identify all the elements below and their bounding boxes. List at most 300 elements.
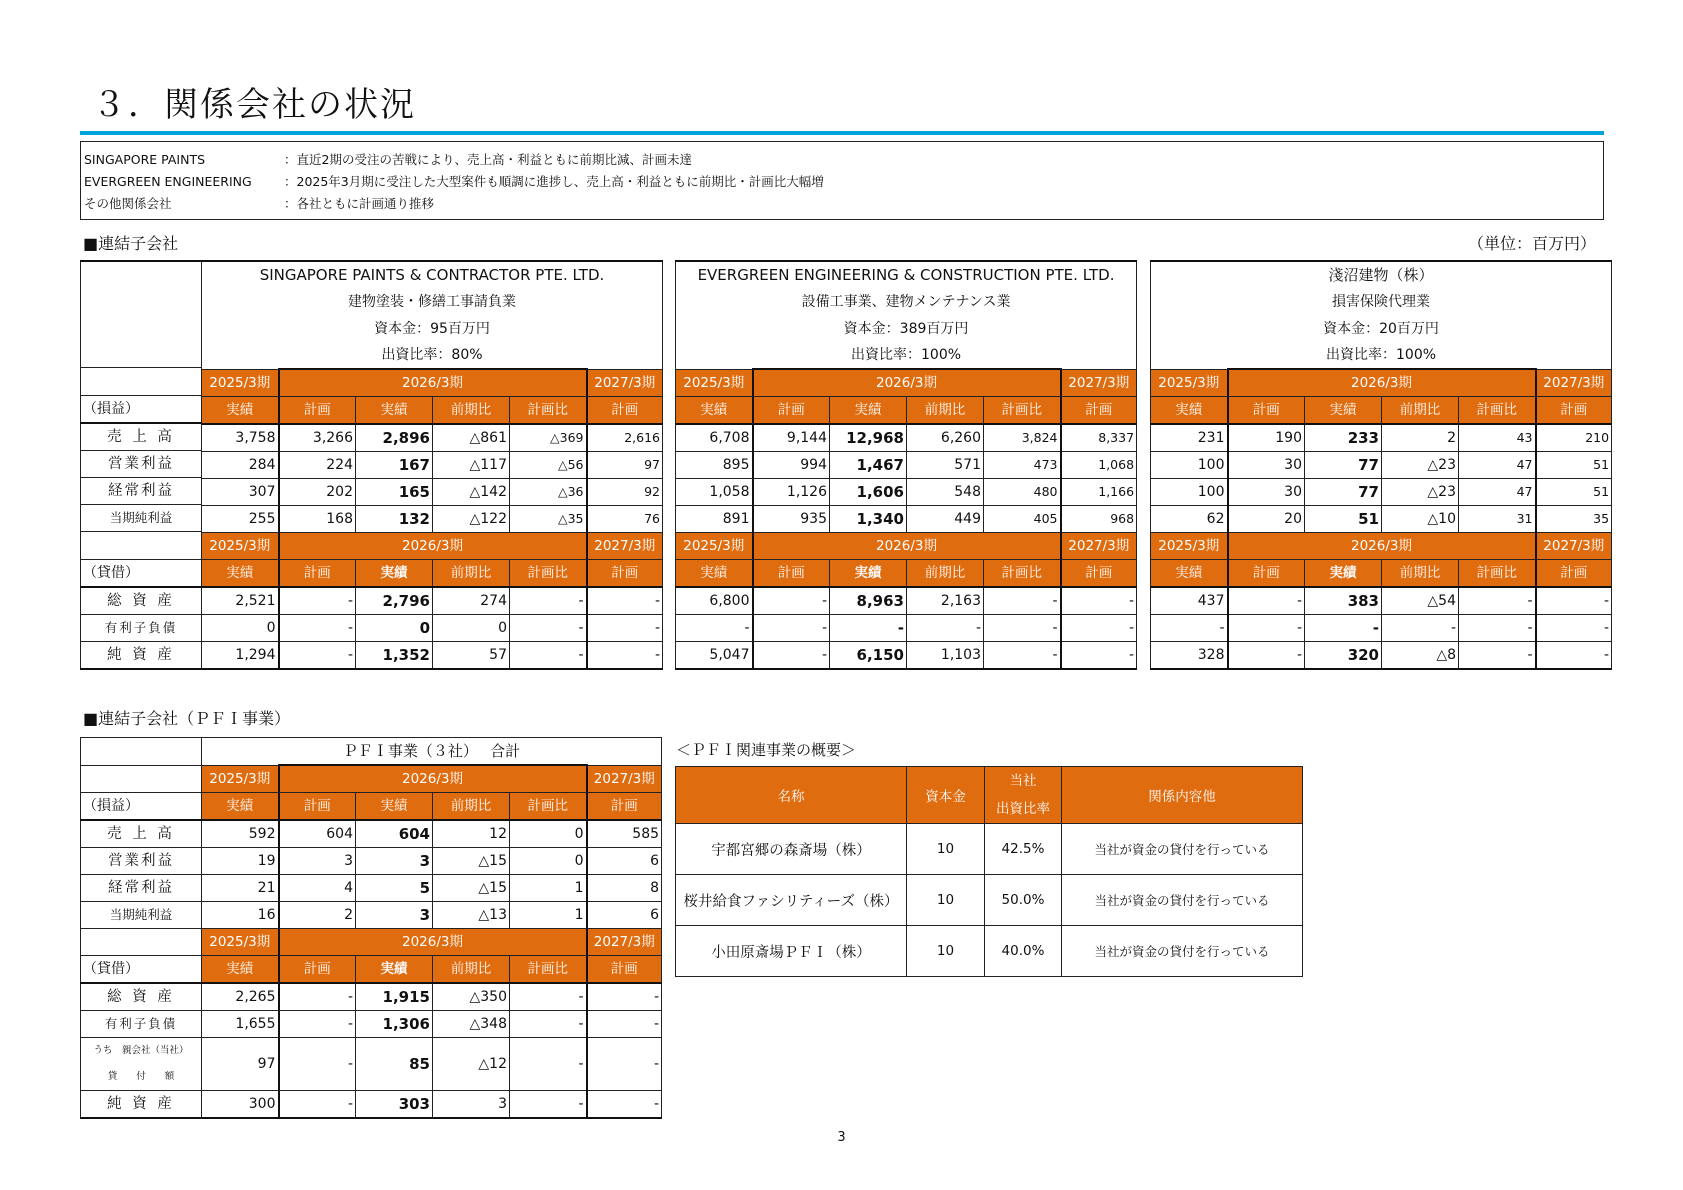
col-header: 前期比 — [1382, 560, 1459, 588]
row-label-net-income: 当期純利益 — [81, 902, 202, 929]
cell-actual-2026: 3 — [356, 848, 433, 875]
col-header: 実績 — [202, 560, 279, 588]
col-header: 実績 — [1151, 397, 1228, 425]
cell-actual-2025: - — [676, 615, 753, 642]
col-header: 前期比 — [433, 956, 510, 984]
cell-actual-2025: 3,758 — [202, 424, 279, 452]
table-row — [1151, 642, 1612, 670]
table-row — [676, 452, 1137, 479]
row-label-total-assets: 総 資 産 — [81, 983, 202, 1011]
period-header: 2027/3期 — [587, 533, 663, 560]
cell-yoy-2026: 57 — [433, 642, 510, 670]
table-row — [81, 875, 662, 902]
cell-plan-2027: - — [1061, 587, 1137, 615]
cell-yoy-2026: △142 — [433, 479, 510, 506]
cell-vs-plan-2026: △369 — [510, 424, 587, 452]
table-row — [202, 479, 663, 506]
cell-yoy-2026: 6,260 — [907, 424, 984, 452]
row-label-total-assets: 総 資 産 — [81, 587, 202, 615]
cell-actual-2025: 2,265 — [202, 983, 279, 1011]
cell-vs-plan-2026: - — [510, 1038, 587, 1091]
col-header: 計画比 — [510, 560, 587, 588]
col-header: 計画 — [1061, 397, 1137, 425]
cell-actual-2025: 97 — [202, 1038, 279, 1091]
overview-name: 小田原斎場ＰＦＩ（株） — [676, 926, 907, 977]
cell-actual-2025: 255 — [202, 506, 279, 533]
col-header: 前期比 — [433, 560, 510, 588]
cell-plan-2026: 1,126 — [753, 479, 830, 506]
overview-name: 桜井給食ファシリティーズ（株） — [676, 875, 907, 926]
col-header: 計画比 — [510, 397, 587, 425]
period-header: 2027/3期 — [587, 765, 662, 793]
cell-actual-2026: 2,796 — [356, 587, 433, 615]
table-row — [1151, 506, 1612, 533]
overview-relation: 当社が資金の貸付を行っている — [1062, 875, 1303, 926]
period-header: 2025/3期 — [1151, 369, 1228, 397]
cell-actual-2026: 8,963 — [830, 587, 907, 615]
cell-plan-2026: 20 — [1228, 506, 1305, 533]
table-row — [81, 848, 662, 875]
unit-label: （単位：百万円） — [1468, 234, 1597, 253]
overview-header-ratio — [985, 767, 1062, 824]
overview-header-relation: 関係内容他 — [1062, 767, 1303, 824]
cell-yoy-2026: △8 — [1382, 642, 1459, 670]
cell-yoy-2026: △15 — [433, 875, 510, 902]
cell-yoy-2026: - — [1382, 615, 1459, 642]
page-number: 3 — [837, 1130, 846, 1145]
table-row — [202, 587, 663, 615]
cell-actual-2026: 1,467 — [830, 452, 907, 479]
col-header: 実績 — [830, 397, 907, 425]
cell-vs-plan-2026: 0 — [510, 820, 587, 848]
table-row — [202, 615, 663, 642]
col-header: 計画比 — [510, 793, 587, 821]
cell-plan-2027: 97 — [587, 452, 663, 479]
col-header: 計画 — [1536, 560, 1612, 588]
col-header: 計画 — [1061, 560, 1137, 588]
overview-relation: 当社が資金の貸付を行っている — [1062, 824, 1303, 875]
cell-actual-2025: 0 — [202, 615, 279, 642]
cell-plan-2026: 168 — [279, 506, 356, 533]
cell-yoy-2026: 571 — [907, 452, 984, 479]
pfi-bs-rows — [81, 983, 662, 1118]
cell-plan-2026: 9,144 — [753, 424, 830, 452]
summary-row — [84, 152, 692, 168]
period-header: 2025/3期 — [1151, 533, 1228, 560]
company-name: 淺沼建物（株） — [1151, 261, 1612, 288]
col-header: 計画 — [279, 793, 356, 821]
cell-plan-2027: - — [587, 1091, 662, 1119]
cell-actual-2025: 1,058 — [676, 479, 753, 506]
table-row — [81, 983, 662, 1011]
cell-actual-2026: 12,968 — [830, 424, 907, 452]
col-header: 実績 — [202, 956, 279, 984]
table-row — [676, 642, 1137, 670]
period-header: 2025/3期 — [202, 533, 279, 560]
cell-plan-2027: - — [587, 1011, 662, 1038]
table-row — [676, 506, 1137, 533]
cell-plan-2026: - — [753, 615, 830, 642]
table-row — [202, 506, 663, 533]
cell-plan-2026: 30 — [1228, 452, 1305, 479]
table-row — [676, 424, 1137, 452]
cell-vs-plan-2026: - — [984, 642, 1061, 670]
summary-text: ：各社ともに計画通り推移 — [284, 196, 435, 211]
table-row — [1151, 424, 1612, 452]
table-row — [81, 1038, 662, 1091]
overview-header-name: 名称 — [676, 767, 907, 824]
table-row — [81, 902, 662, 929]
summary-text: ：2025年3月期に受注した大型案件も順調に進捗し、売上高・利益ともに前期比・計画比大幅増 — [284, 174, 824, 189]
cell-actual-2025: 5,047 — [676, 642, 753, 670]
cell-plan-2026: - — [279, 983, 356, 1011]
summary-box — [80, 141, 1604, 220]
cell-plan-2026: 604 — [279, 820, 356, 848]
col-header: 実績 — [202, 793, 279, 821]
table-row — [202, 452, 663, 479]
period-header: 2026/3期 — [279, 369, 587, 397]
cell-yoy-2026: 548 — [907, 479, 984, 506]
col-header: 実績 — [1151, 560, 1228, 588]
period-header: 2026/3期 — [753, 533, 1061, 560]
cell-actual-2026: 167 — [356, 452, 433, 479]
table-row — [676, 615, 1137, 642]
cell-actual-2025: 19 — [202, 848, 279, 875]
cell-plan-2027: 35 — [1536, 506, 1612, 533]
period-header: 2027/3期 — [1061, 533, 1137, 560]
cell-actual-2025: 284 — [202, 452, 279, 479]
cell-actual-2026: 320 — [1305, 642, 1382, 670]
company-business: 損害保険代理業 — [1151, 288, 1612, 315]
pfi-name: ＰＦＩ事業（３社） 合計 — [202, 738, 662, 766]
cell-actual-2025: 1,294 — [202, 642, 279, 670]
cell-actual-2026: - — [830, 615, 907, 642]
overview-row — [676, 824, 1303, 875]
cell-vs-plan-2026: - — [1459, 587, 1536, 615]
company-name: SINGAPORE PAINTS & CONTRACTOR PTE. LTD. — [202, 261, 663, 288]
row-label-loan-line-2: 貸 付 額 — [107, 1071, 175, 1082]
cell-plan-2026: 202 — [279, 479, 356, 506]
cell-vs-plan-2026: 1 — [510, 875, 587, 902]
cell-yoy-2026: △54 — [1382, 587, 1459, 615]
cell-plan-2027: - — [1536, 587, 1612, 615]
blank-cell — [81, 738, 202, 766]
col-header: 実績 — [356, 956, 433, 984]
cell-plan-2027: - — [587, 983, 662, 1011]
cell-plan-2027: - — [587, 1038, 662, 1091]
cell-plan-2027: 6 — [587, 902, 662, 929]
cell-yoy-2026: - — [907, 615, 984, 642]
cell-yoy-2026: △12 — [433, 1038, 510, 1091]
blank-cell — [81, 367, 202, 395]
col-header: 実績 — [356, 793, 433, 821]
cell-actual-2025: 437 — [1151, 587, 1228, 615]
cell-actual-2025: 300 — [202, 1091, 279, 1119]
company-ratio: 出資比率：100% — [676, 342, 1137, 369]
cell-yoy-2026: △117 — [433, 452, 510, 479]
bs-label: （貸借） — [81, 559, 202, 587]
cell-yoy-2026: 274 — [433, 587, 510, 615]
overview-ratio: 42.5% — [985, 824, 1062, 875]
cell-plan-2026: 4 — [279, 875, 356, 902]
table-row — [676, 587, 1137, 615]
col-header: 前期比 — [907, 397, 984, 425]
row-label-loan-line-1: うち 親会社（当社） — [93, 1045, 189, 1056]
cell-yoy-2026: △861 — [433, 424, 510, 452]
pfi-table — [80, 737, 662, 1119]
period-header: 2026/3期 — [1228, 369, 1536, 397]
cell-vs-plan-2026: - — [984, 615, 1061, 642]
cell-plan-2026: 30 — [1228, 479, 1305, 506]
cell-actual-2025: - — [1151, 615, 1228, 642]
cell-actual-2025: 328 — [1151, 642, 1228, 670]
cell-actual-2026: 77 — [1305, 479, 1382, 506]
period-header: 2027/3期 — [587, 369, 663, 397]
cell-actual-2026: 1,915 — [356, 983, 433, 1011]
section-title-pfi: ■連結子会社（ＰＦＩ事業） — [83, 709, 291, 728]
col-header: 計画 — [753, 560, 830, 588]
cell-actual-2026: 165 — [356, 479, 433, 506]
row-label-operating-income: 営業利益 — [81, 848, 202, 875]
cell-plan-2027: 968 — [1061, 506, 1137, 533]
cell-plan-2027: 8,337 — [1061, 424, 1137, 452]
period-header: 2027/3期 — [1536, 369, 1612, 397]
cell-plan-2026: - — [279, 1011, 356, 1038]
cell-yoy-2026: △23 — [1382, 479, 1459, 506]
cell-plan-2027: 6 — [587, 848, 662, 875]
cell-plan-2027: 210 — [1536, 424, 1612, 452]
cell-actual-2026: 3 — [356, 902, 433, 929]
cell-yoy-2026: △348 — [433, 1011, 510, 1038]
row-label-table — [80, 260, 202, 670]
row-label-loan-from-parent — [81, 1038, 202, 1091]
cell-vs-plan-2026: 31 — [1459, 506, 1536, 533]
cell-actual-2026: - — [1305, 615, 1382, 642]
row-label-net-income: 当期純利益 — [81, 504, 202, 531]
cell-actual-2025: 21 — [202, 875, 279, 902]
cell-vs-plan-2026: 47 — [1459, 479, 1536, 506]
company-business: 建物塗装・修繕工事請負業 — [202, 288, 663, 315]
cell-actual-2025: 891 — [676, 506, 753, 533]
cell-actual-2026: 132 — [356, 506, 433, 533]
row-label-ordinary-income: 経常利益 — [81, 875, 202, 902]
company-ratio: 出資比率：100% — [1151, 342, 1612, 369]
overview-row — [676, 875, 1303, 926]
blank-cell — [81, 929, 202, 956]
company-capital: 資本金：20百万円 — [1151, 315, 1612, 342]
cell-vs-plan-2026: - — [510, 642, 587, 670]
row-label-interest-debt: 有利子負債 — [81, 614, 202, 641]
cell-plan-2027: - — [1061, 642, 1137, 670]
cell-actual-2025: 231 — [1151, 424, 1228, 452]
cell-vs-plan-2026: - — [1459, 642, 1536, 670]
cell-actual-2026: 383 — [1305, 587, 1382, 615]
cell-vs-plan-2026: 0 — [510, 848, 587, 875]
cell-yoy-2026: △15 — [433, 848, 510, 875]
col-header: 計画 — [587, 956, 662, 984]
table-row — [1151, 587, 1612, 615]
cell-vs-plan-2026: 47 — [1459, 452, 1536, 479]
cell-vs-plan-2026: 473 — [984, 452, 1061, 479]
cell-plan-2026: 224 — [279, 452, 356, 479]
cell-vs-plan-2026: 480 — [984, 479, 1061, 506]
cell-plan-2026: - — [1228, 587, 1305, 615]
cell-actual-2025: 2,521 — [202, 587, 279, 615]
cell-plan-2026: 3,266 — [279, 424, 356, 452]
cell-actual-2025: 307 — [202, 479, 279, 506]
col-header: 計画 — [753, 397, 830, 425]
cell-yoy-2026: 2,163 — [907, 587, 984, 615]
col-header: 実績 — [830, 560, 907, 588]
cell-plan-2026: - — [279, 642, 356, 670]
table-row — [81, 820, 662, 848]
company-table — [1150, 260, 1612, 670]
col-header: 計画 — [587, 397, 663, 425]
col-header: 計画比 — [510, 956, 587, 984]
summary-company: SINGAPORE PAINTS — [84, 152, 206, 167]
cell-yoy-2026: 449 — [907, 506, 984, 533]
cell-yoy-2026: △13 — [433, 902, 510, 929]
col-header: 実績 — [356, 560, 433, 588]
cell-actual-2026: 77 — [1305, 452, 1382, 479]
overview-relation: 当社が資金の貸付を行っている — [1062, 926, 1303, 977]
cell-actual-2026: 1,606 — [830, 479, 907, 506]
period-header: 2025/3期 — [202, 369, 279, 397]
period-header: 2026/3期 — [1228, 533, 1536, 560]
col-header: 計画 — [1228, 560, 1305, 588]
table-row — [1151, 452, 1612, 479]
overview-header-capital: 資本金 — [907, 767, 985, 824]
cell-actual-2026: 1,306 — [356, 1011, 433, 1038]
table-row — [1151, 479, 1612, 506]
cell-plan-2027: - — [587, 615, 663, 642]
cell-plan-2027: 92 — [587, 479, 663, 506]
period-header: 2025/3期 — [202, 765, 279, 793]
col-header: 計画比 — [984, 397, 1061, 425]
cell-actual-2025: 592 — [202, 820, 279, 848]
cell-actual-2025: 1,655 — [202, 1011, 279, 1038]
period-header: 2026/3期 — [753, 369, 1061, 397]
company-table — [675, 260, 1137, 670]
col-header: 前期比 — [907, 560, 984, 588]
cell-actual-2025: 100 — [1151, 452, 1228, 479]
col-header: 計画 — [587, 793, 662, 821]
cell-vs-plan-2026: - — [510, 1011, 587, 1038]
cell-plan-2026: - — [1228, 642, 1305, 670]
overview-capital: 10 — [907, 875, 985, 926]
cell-actual-2026: 0 — [356, 615, 433, 642]
table-row — [676, 479, 1137, 506]
col-header: 実績 — [202, 397, 279, 425]
cell-yoy-2026: 12 — [433, 820, 510, 848]
cell-plan-2026: - — [279, 615, 356, 642]
col-header: 計画比 — [1459, 560, 1536, 588]
company-capital: 資本金：95百万円 — [202, 315, 663, 342]
cell-plan-2027: 1,068 — [1061, 452, 1137, 479]
cell-plan-2026: 994 — [753, 452, 830, 479]
table-row — [1151, 615, 1612, 642]
pfi-pl-rows — [81, 820, 662, 929]
summary-row — [84, 174, 824, 190]
overview-rows — [676, 824, 1303, 977]
overview-name: 宇都宮郷の森斎場（株） — [676, 824, 907, 875]
summary-text: ：直近2期の受注の苦戦により、売上高・利益ともに前期比減、計画未達 — [284, 152, 692, 167]
cell-actual-2026: 1,352 — [356, 642, 433, 670]
cell-plan-2027: - — [587, 642, 663, 670]
cell-vs-plan-2026: △36 — [510, 479, 587, 506]
cell-yoy-2026: △122 — [433, 506, 510, 533]
table-row — [81, 1091, 662, 1119]
cell-vs-plan-2026: - — [510, 1091, 587, 1119]
bs-label: （貸借） — [81, 956, 202, 984]
cell-actual-2026: 1,340 — [830, 506, 907, 533]
cell-plan-2027: 51 — [1536, 452, 1612, 479]
cell-plan-2026: - — [279, 587, 356, 615]
cell-yoy-2026: △350 — [433, 983, 510, 1011]
blank-cell — [81, 765, 202, 793]
cell-yoy-2026: △10 — [1382, 506, 1459, 533]
col-header: 前期比 — [433, 397, 510, 425]
cell-actual-2025: 6,800 — [676, 587, 753, 615]
company-name: EVERGREEN ENGINEERING & CONSTRUCTION PTE. LTD. — [676, 261, 1137, 288]
cell-yoy-2026: 3 — [433, 1091, 510, 1119]
col-header: 前期比 — [433, 793, 510, 821]
cell-actual-2026: 233 — [1305, 424, 1382, 452]
period-header: 2027/3期 — [1536, 533, 1612, 560]
cell-plan-2026: 3 — [279, 848, 356, 875]
cell-plan-2026: - — [753, 642, 830, 670]
col-header: 実績 — [1305, 560, 1382, 588]
row-label-sales: 売 上 高 — [81, 820, 202, 848]
col-header: 計画 — [279, 560, 356, 588]
cell-actual-2025: 895 — [676, 452, 753, 479]
cell-actual-2026: 2,896 — [356, 424, 433, 452]
title-rule — [80, 131, 1604, 135]
col-header: 計画 — [587, 560, 663, 588]
cell-plan-2027: - — [1061, 615, 1137, 642]
cell-vs-plan-2026: 43 — [1459, 424, 1536, 452]
cell-actual-2026: 85 — [356, 1038, 433, 1091]
cell-vs-plan-2026: 1 — [510, 902, 587, 929]
col-header: 実績 — [676, 560, 753, 588]
cell-plan-2027: - — [1536, 642, 1612, 670]
cell-vs-plan-2026: 405 — [984, 506, 1061, 533]
period-header: 2026/3期 — [279, 533, 587, 560]
company-ratio: 出資比率：80% — [202, 342, 663, 369]
cell-vs-plan-2026: - — [984, 587, 1061, 615]
cell-plan-2027: - — [587, 587, 663, 615]
row-label-interest-debt: 有利子負債 — [81, 1011, 202, 1038]
cell-actual-2026: 5 — [356, 875, 433, 902]
table-row — [81, 1011, 662, 1038]
pl-label: （損益） — [81, 395, 202, 423]
cell-actual-2026: 604 — [356, 820, 433, 848]
company-table — [201, 260, 663, 670]
cell-yoy-2026: 0 — [433, 615, 510, 642]
col-header: 実績 — [356, 397, 433, 425]
col-header: 計画 — [1228, 397, 1305, 425]
cell-vs-plan-2026: △56 — [510, 452, 587, 479]
cell-plan-2026: 190 — [1228, 424, 1305, 452]
cell-plan-2027: 1,166 — [1061, 479, 1137, 506]
company-business: 設備工事業、建物メンテナンス業 — [676, 288, 1137, 315]
overview-ratio: 40.0% — [985, 926, 1062, 977]
cell-plan-2027: 2,616 — [587, 424, 663, 452]
summary-company: その他関係会社 — [84, 196, 172, 211]
cell-plan-2026: 2 — [279, 902, 356, 929]
summary-row — [84, 196, 435, 212]
period-header: 2027/3期 — [1061, 369, 1137, 397]
